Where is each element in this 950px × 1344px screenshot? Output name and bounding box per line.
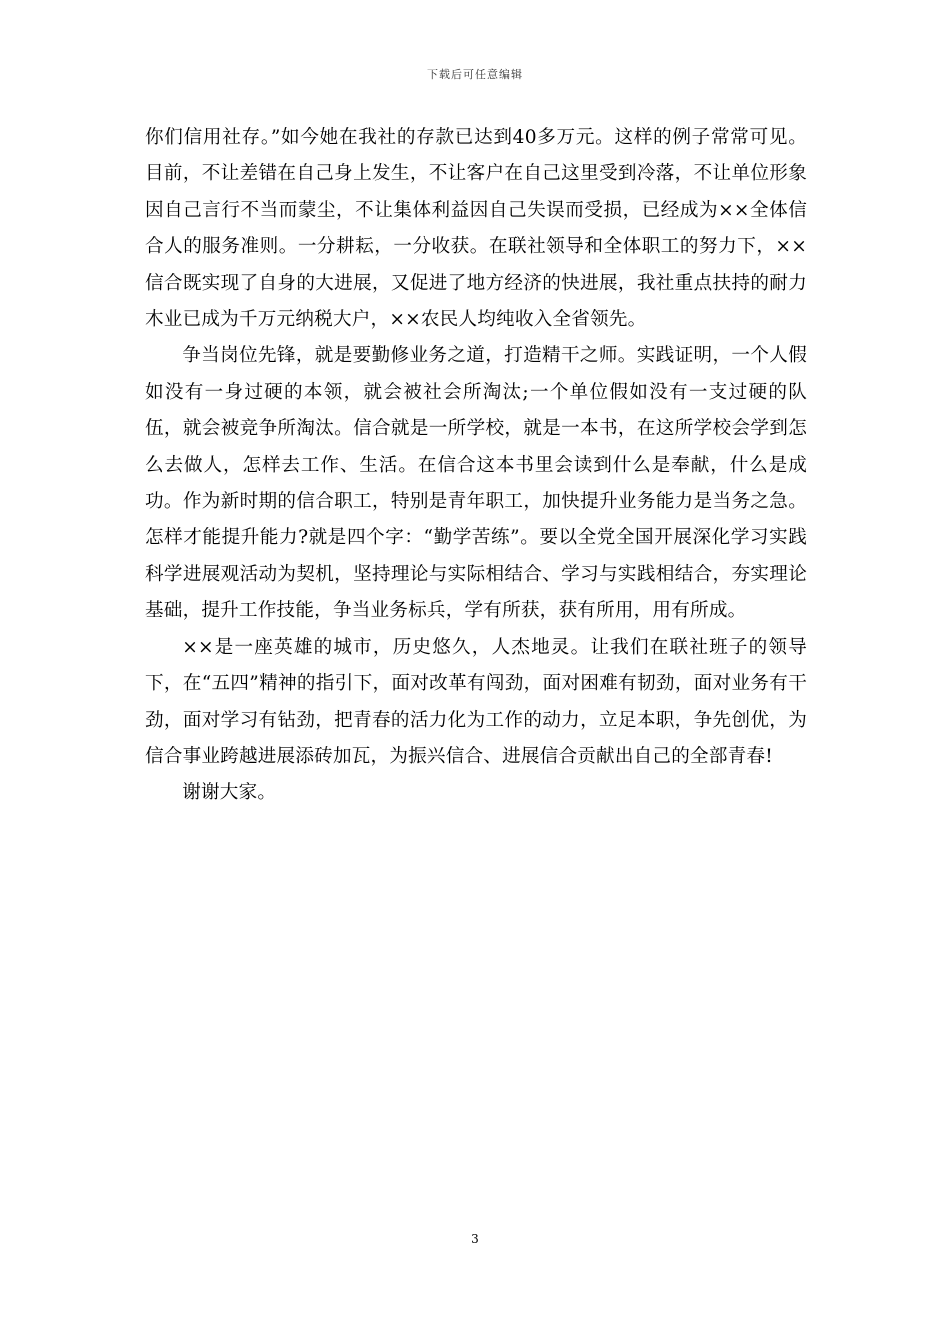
body-paragraph-2: 争当岗位先锋，就是要勤修业务之道，打造精干之师。实践证明，一个人假如没有一身过硬的本领，就会被社会所淘汰;一个单位假如没有一支过硬的队伍，就会被竞争所淘汰。信合就是一所学校，就是一本书，在这所学校会学到怎么去做人，怎样去工作、生活。在信合这本书里会读到什么是奉献，什么是成功。作为新时期的信合职工，特别是青年职工，加快提升业务能力是当务之急。怎样才能提升能力?就是四个字：“勤学苦练”。要以全党全国开展深化学习实践科学进展观活动为契机，坚持理论与实际相结合、学习与实践相结合，夯实理论基础，提升工作技能，争当业务标兵，学有所获，获有所用，用有所成。 [145, 345, 807, 622]
page-header-note: 下载后可任意编辑 [427, 68, 523, 81]
document-body [145, 120, 807, 812]
page-number: 3 [471, 1232, 479, 1246]
body-paragraph-4: 谢谢大家。 [182, 782, 277, 804]
body-paragraph-3: ××是一座英雄的城市，历史悠久，人杰地灵。让我们在联社班子的领导下，在“五四”精神的指引下，面对改革有闯劲，面对困难有韧劲，面对业务有干劲，面对学习有钻劲，把青春的活力化为工作的动力，立足本职，争先创优，为信合事业跨越进展添砖加瓦，为振兴信合、进展信合贡献出自己的全部青春! [145, 636, 807, 767]
body-paragraph-1: 你们信用社存。”如今她在我社的存款已达到40多万元。这样的例子常常可见。目前，不让差错在自己身上发生，不让客户在自己这里受到冷落，不让单位形象因自己言行不当而蒙尘，不让集体利益因自己失误而受损，已经成为××全体信合人的服务准则。一分耕耘，一分收获。在联社领导和全体职工的努力下，××信合既实现了自身的大进展，又促进了地方经济的快进展，我社重点扶持的耐力木业已成为千万元纳税大户，××农民人均纯收入全省领先。 [145, 127, 807, 331]
